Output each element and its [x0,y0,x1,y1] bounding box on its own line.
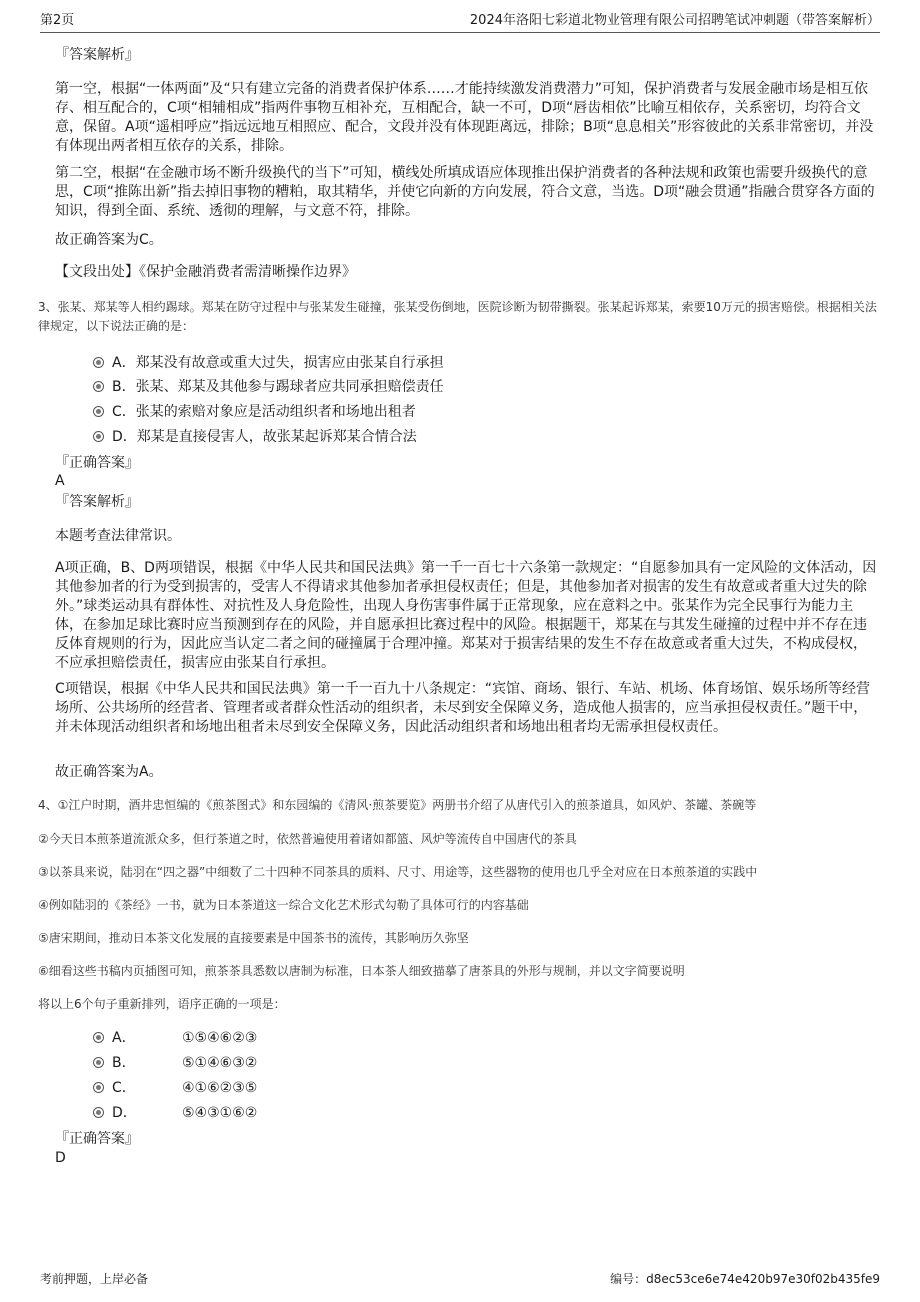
q4-prompt: 将以上6个句子重新排列，语序正确的一项是： [38,997,286,1011]
q4-option-c[interactable]: C． ④①⑥②③⑤ [93,1079,257,1097]
q4-option-d[interactable]: D． ⑤④③①⑥② [93,1104,257,1122]
page-footer [40,1270,880,1290]
page-header [40,10,880,33]
q3-option-c[interactable]: C．张某的索赔对象应是活动组织者和场地出租者 [93,403,416,421]
q4-sentence-2: ②今天日本煎茶道流派众多，但行茶道之时，依然普遍使用着诸如都篮、风炉等流传自中国唐代的茶具 [38,832,577,846]
radio-icon[interactable] [93,431,104,442]
q3-option-b[interactable]: B．张某、郑某及其他参与踢球者应共同承担赔偿责任 [93,378,444,396]
q4-answer-label: 『正确答案』 [55,1131,139,1147]
q2-analysis-paragraph-2: 第二空，根据“在金融市场不断升级换代的当下”可知，横线处所填成语应体现推出保护消费者的各种法规和政策也需要升级换代的意思，C项“推陈出新”指去掉旧事物的糟粕，取其精华，并使它向新的方向发展，符合文意，当选。D项“融会贯通”指融合贯穿各方面的知识，得到全面、系统、透彻的理解，与文意不符，排除。 [55,165,875,219]
radio-icon[interactable] [93,1032,104,1043]
document-title: 2024年洛阳七彩道北物业管理有限公司招聘笔试冲刺题（带答案解析） [469,13,880,28]
q4-sentence-3: ③以茶具来说，陆羽在“四之器”中细数了二十四种不同茶具的质料、尺寸、用途等，这些器物的使用也几乎全对应在日本煎茶道的实践中 [38,865,758,879]
q3-option-a[interactable]: A．郑某没有故意或重大过失，损害应由张某自行承担 [93,354,444,372]
q4-sentence-5: ⑤唐宋期间，推动日本茶文化发展的直接要素是中国茶书的流传，其影响历久弥坚 [38,931,469,945]
q4-option-a[interactable]: A． ①⑤④⑥②③ [93,1029,257,1047]
page-number: 第2页 [40,13,75,28]
q3-stem: 3、张某、郑某等人相约踢球。郑某在防守过程中与张某发生碰撞，张某受伤倒地，医院诊断为韧带撕裂。张某起诉郑某，索要10万元的损害赔偿。根据相关法律规定，以下说法正确的是： [38,300,877,333]
q2-analysis-paragraph-1: 第一空，根据“一体两面”及“只有建立完备的消费者保护体系……才能持续激发消费潜力”可知，保护消费者与发展金融市场是相互依存、相互配合的，C项“相辅相成”指两件事物互相补充，互相配合，缺一不可，D项“唇齿相依”比喻互相依存，关系密切，均符合文意，保留。A项“遥相呼应”指远远地互相照应、配合，文段并没有体现距离远，排除；B项“息息相关”形容彼此的关系非常密切，并没有体现出两者相互依存的关系，排除。 [55,81,874,154]
q3-answer-label: 『正确答案』 [55,455,139,471]
q3-analysis-label: 『答案解析』 [55,494,139,510]
q3-option-d[interactable]: D．郑某是直接侵害人，故张某起诉郑某合情合法 [93,428,417,446]
q4-sentence-4: ④例如陆羽的《茶经》一书，就为日本茶道这一综合文化艺术形式勾勒了具体可行的内容基础 [38,898,529,912]
radio-icon[interactable] [93,406,104,417]
radio-icon[interactable] [93,1107,104,1118]
radio-icon[interactable] [93,1057,104,1068]
radio-icon[interactable] [93,357,104,368]
footer-slogan: 考前押题，上岸必备 [40,1272,149,1286]
q3-conclusion: 故正确答案为A。 [55,764,163,780]
q4-option-b[interactable]: B． ⑤①④⑥③② [93,1054,257,1072]
radio-icon[interactable] [93,381,104,392]
q2-source: 【文段出处】《保护金融消费者需清晰操作边界》 [55,264,356,280]
q3-analysis-intro: 本题考查法律常识。 [55,528,181,544]
radio-icon[interactable] [93,1082,104,1093]
q3-answer: A [55,473,65,489]
footer-document-id: 编号：d8ec53ce6e74e420b97e30f02b435fe9 [610,1272,880,1286]
q4-answer: D [55,1150,66,1166]
q4-sentence-1: 4、①江户时期，酒井忠恒编的《煎茶图式》和东园编的《清风·煎茶要览》两册书介绍了从唐代引入的煎茶道具，如风炉、茶罐、茶碗等 [38,798,757,812]
q3-analysis-paragraph-2: C项错误，根据《中华人民共和国民法典》第一千一百九十八条规定：“宾馆、商场、银行、车站、机场、体育场馆、娱乐场所等经营场所、公共场所的经营者、管理者或者群众性活动的组织者，未尽到安全保障义务，造成他人损害的，应当承担侵权责任。”题干中，并未体现活动组织者和场地出租者未尽到安全保障义务，因此活动组织者和场地出租者均无需承担侵权责任。 [55,681,871,735]
q2-analysis-label: 『答案解析』 [55,47,139,63]
q2-conclusion: 故正确答案为C。 [55,232,163,248]
q3-analysis-paragraph-1: A项正确，B、D两项错误，根据《中华人民共和国民法典》第一千一百七十六条第一款规定：“自愿参加具有一定风险的文体活动，因其他参加者的行为受到损害的，受害人不得请求其他参加者承担侵权责任；但是，其他参加者对损害的发生有故意或者重大过失的除外。”球类运动具有群体性、对抗性及人身危险性，出现人身伤害事件属于正常现象，应在意料之中。张某作为完全民事行为能力主体，在参加足球比赛时应当预测到存在的风险，并自愿承担比赛过程中的风险。根据题干，郑某在与其发生碰撞的过程中并不存在违反体育规则的行为，因此应当认定二者之间的碰撞属于合理冲撞。郑某对于损害结果的发生不存在故意或者重大过失，不构成侵权，不应承担赔偿责任，损害应由张某自行承担。 [55,560,877,671]
q4-sentence-6: ⑥细看这些书稿内页插图可知，煎茶茶具悉数以唐制为标准，日本茶人细致描摹了唐茶具的外形与规制，并以文字简要说明 [38,964,685,978]
